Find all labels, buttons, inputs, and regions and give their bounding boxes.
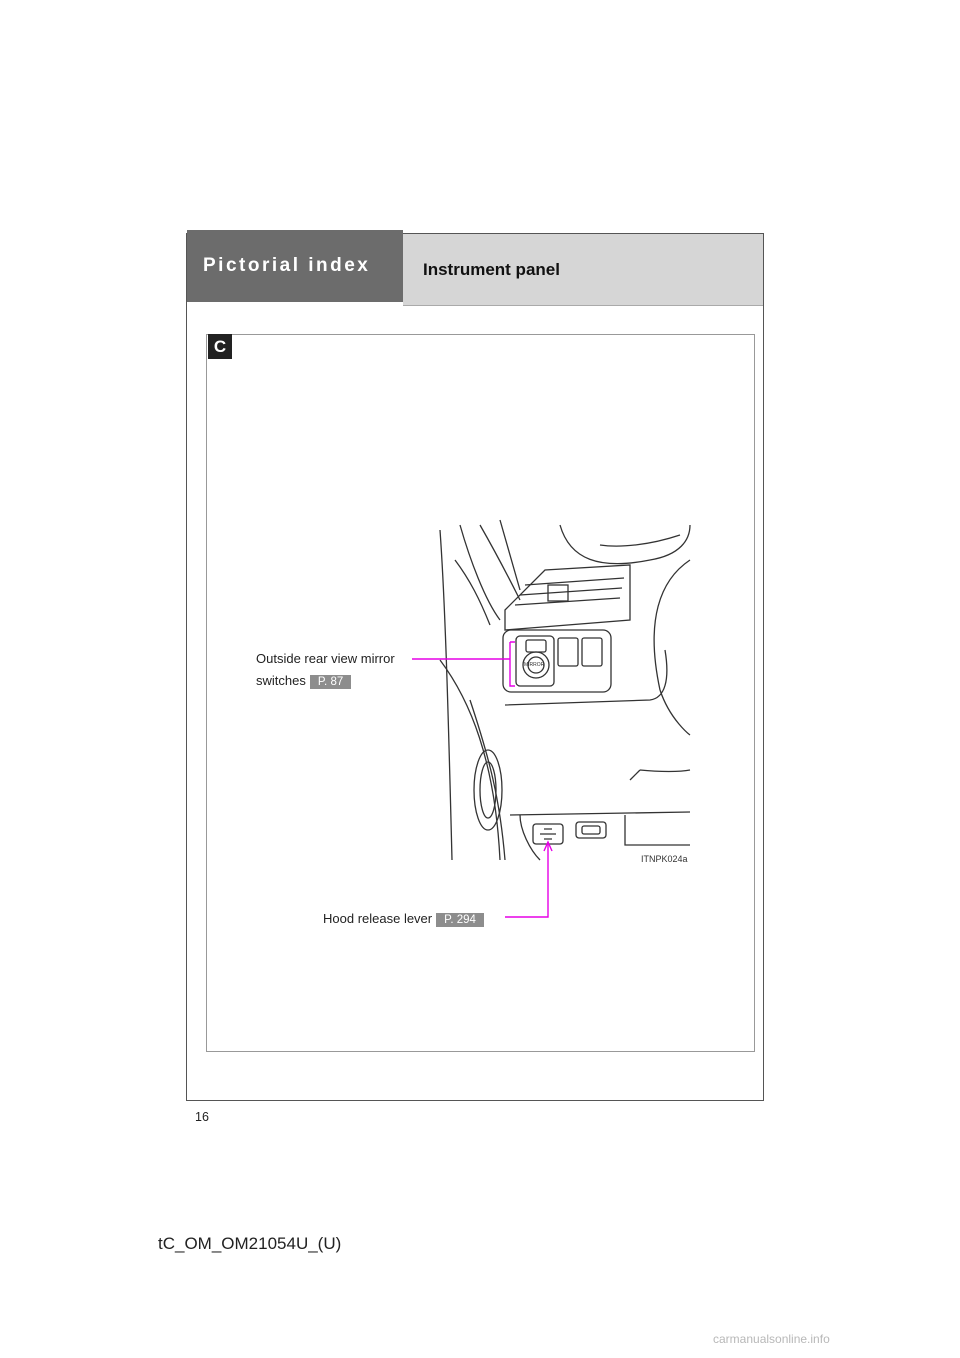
document-code: tC_OM_OM21054U_(U) — [158, 1234, 342, 1253]
pillar-line — [440, 530, 452, 860]
page-ref-mirror[interactable]: P. 87 — [310, 675, 351, 689]
section-title: Pictorial index — [187, 230, 403, 302]
section-badge: C — [208, 334, 232, 359]
switch-panel — [503, 630, 611, 692]
page-ref-hood[interactable]: P. 294 — [436, 913, 484, 927]
watermark: carmanualsonline.info — [713, 1332, 830, 1346]
image-code: ITNPK024a — [641, 854, 688, 864]
callout-hood — [323, 911, 484, 927]
callout-mirror-line1: Outside rear view mirror — [256, 651, 395, 666]
hood-leader-line — [505, 844, 548, 917]
callout-mirror-line2: switches — [256, 673, 306, 688]
page-number: 16 — [195, 1110, 209, 1124]
mirror-switch-label: MIRROR — [524, 662, 545, 668]
page-title: Instrument panel — [423, 260, 560, 279]
callout-hood-label: Hood release lever — [323, 911, 433, 926]
mirror-leader-line — [412, 642, 515, 686]
callout-mirror — [256, 651, 395, 689]
